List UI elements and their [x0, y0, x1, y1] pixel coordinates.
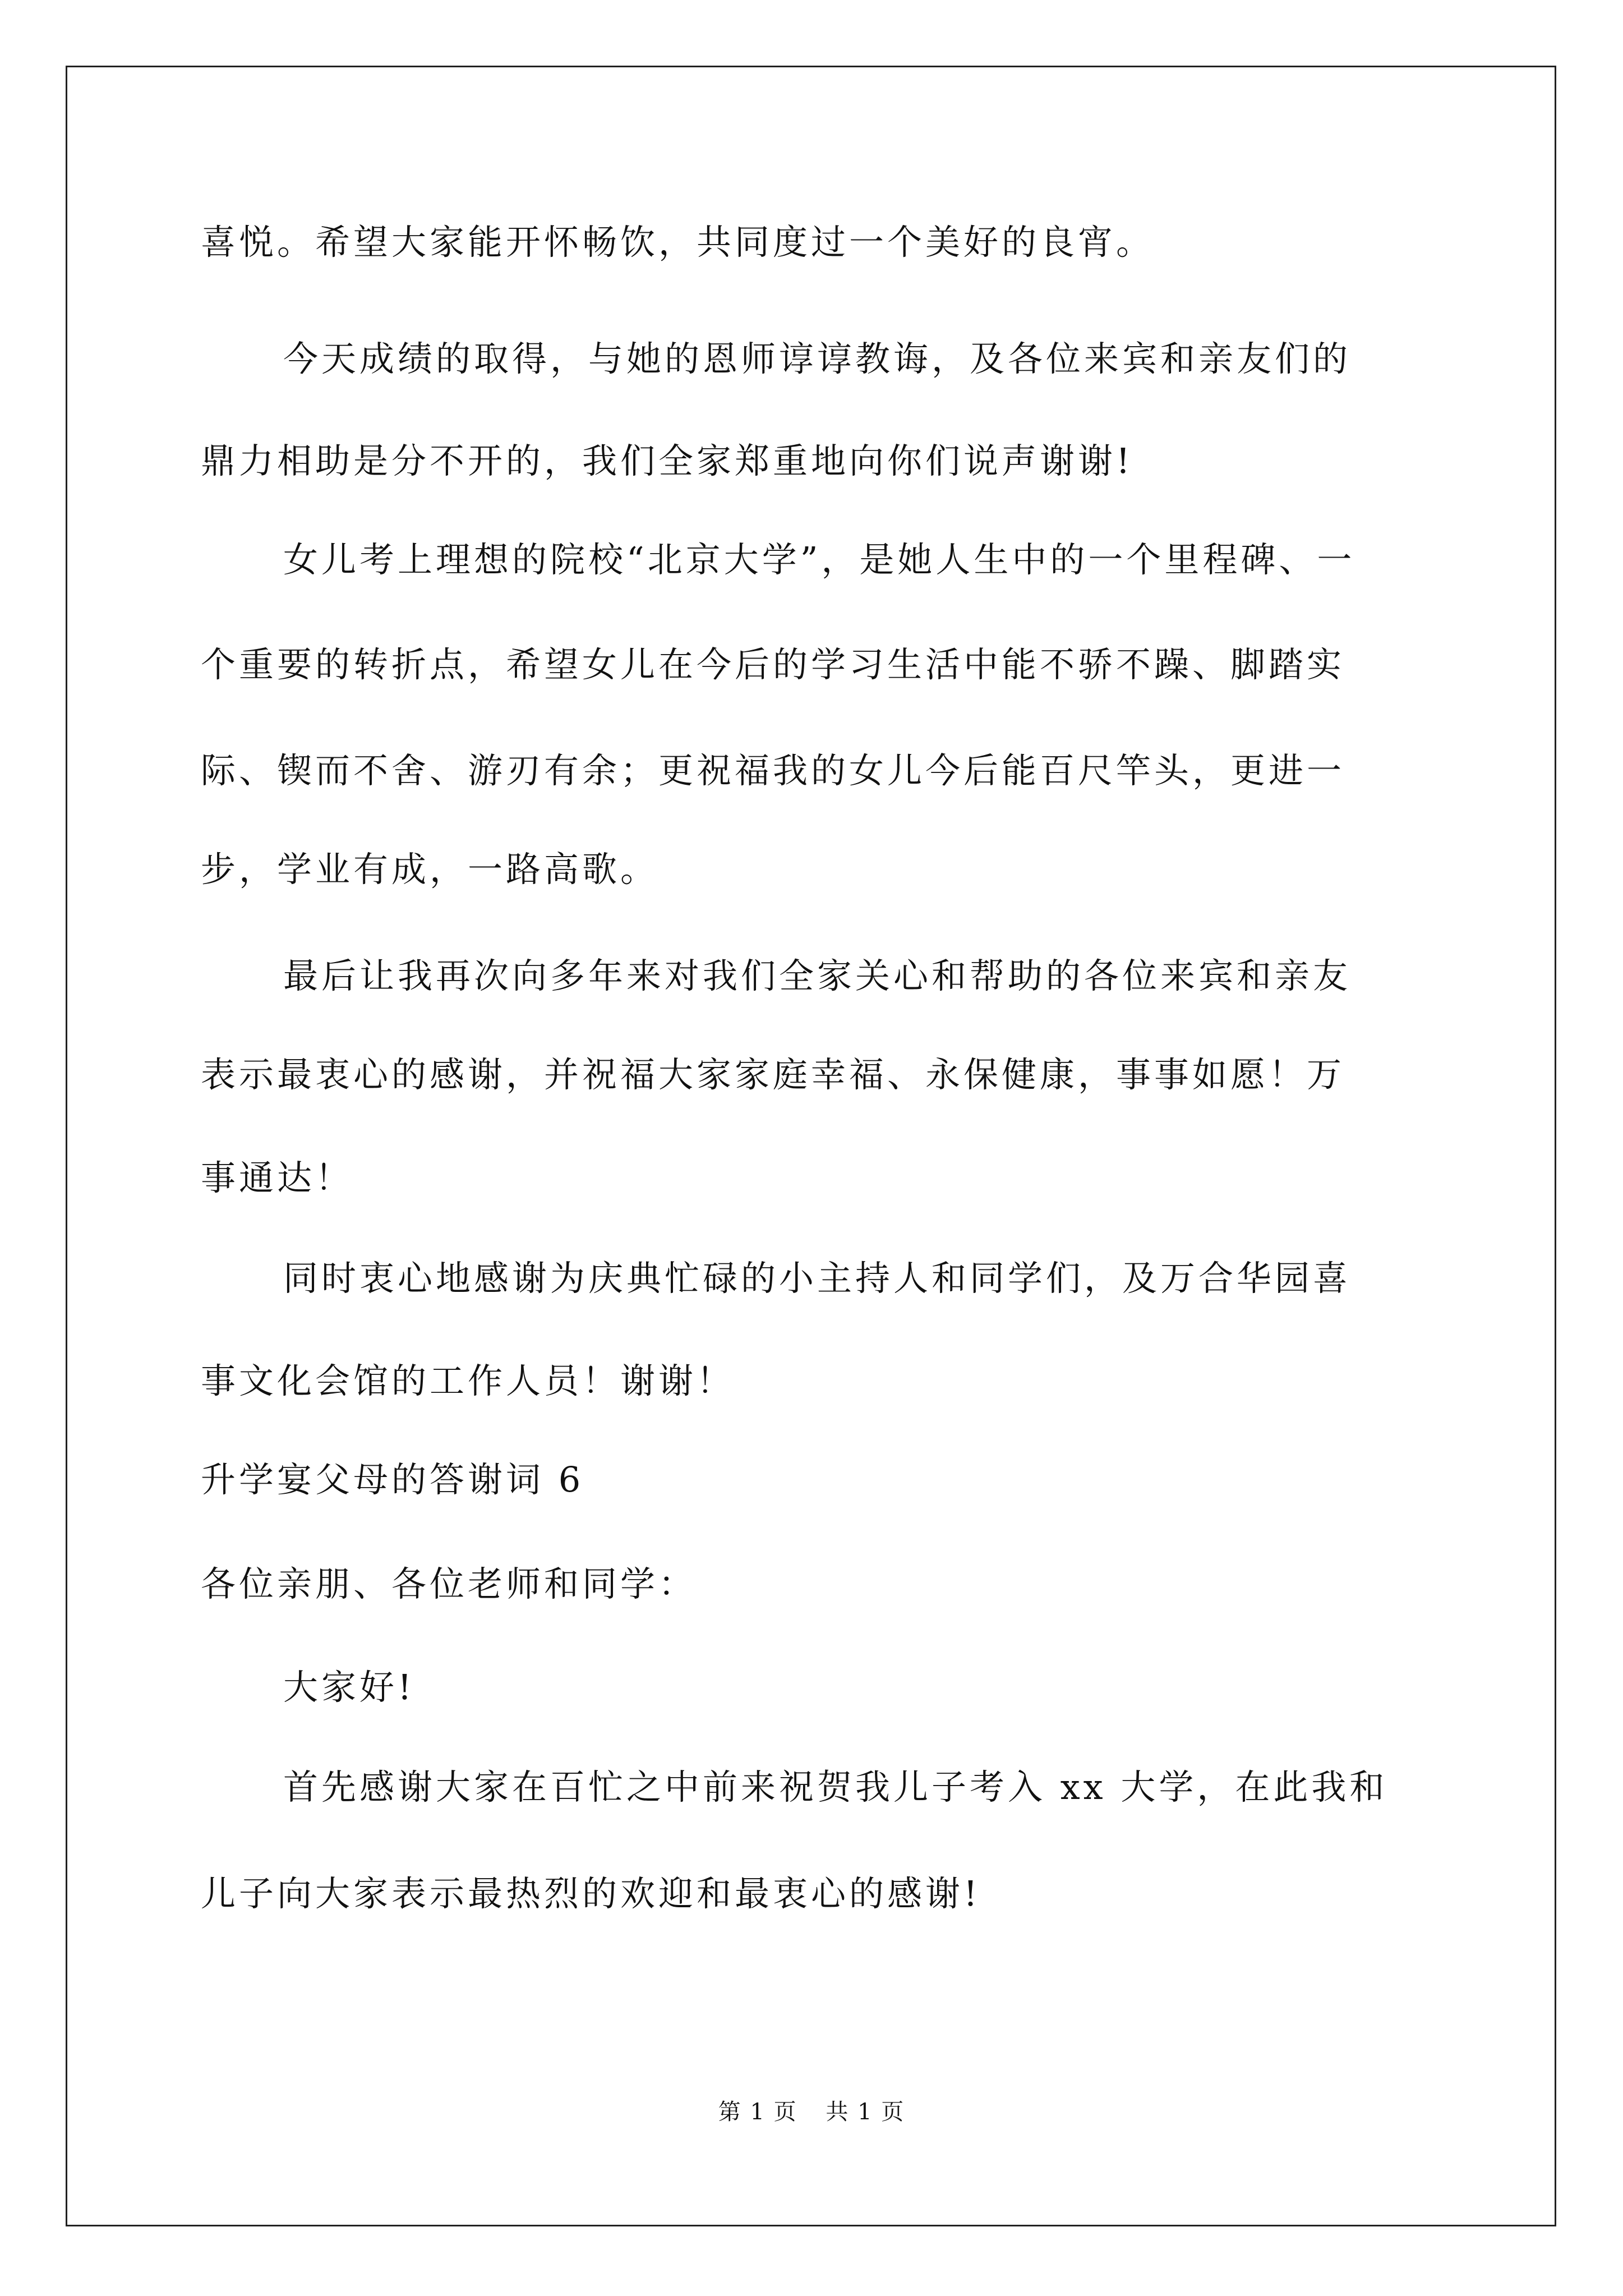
text-line: 表示最衷心的感谢，并祝福大家家庭幸福、永保健康，事事如愿！万 — [201, 1054, 1345, 1095]
text-line: 事文化会馆的工作人员！谢谢！ — [201, 1360, 735, 1401]
section-heading: 升学宴父母的答谢词 6 — [201, 1459, 584, 1500]
text-line: 步，学业有成，一路高歌。 — [201, 849, 659, 890]
page-number-total: 共 1 页 — [826, 2099, 905, 2125]
text-line: 喜悦。希望大家能开怀畅饮，共同度过一个美好的良宵。 — [201, 222, 1155, 263]
paragraph-first-line: 同时衷心地感谢为庆典忙碌的小主持人和同学们，及万合华园喜 — [283, 1258, 1352, 1299]
text-line: 际、锲而不舍、游刃有余；更祝福我的女儿今后能百尺竿头，更进一 — [201, 750, 1345, 791]
text-line: 儿子向大家表示最热烈的欢迎和最衷心的感谢! — [201, 1873, 981, 1914]
text-line: 鼎力相助是分不开的，我们全家郑重地向你们说声谢谢! — [201, 440, 1133, 481]
paragraph-first-line: 今天成绩的取得，与她的恩师谆谆教诲，及各位来宾和亲友们的 — [283, 338, 1352, 379]
page-footer — [0, 2098, 1623, 2126]
text-line: 个重要的转折点，希望女儿在今后的学习生活中能不骄不躁、脚踏实 — [201, 644, 1345, 685]
paragraph-first-line: 女儿考上理想的院校“北京大学”，是她人生中的一个里程碑、一 — [283, 539, 1355, 580]
greeting: 大家好! — [283, 1667, 415, 1708]
page-number-current: 第 1 页 — [718, 2099, 797, 2125]
salutation: 各位亲朋、各位老师和同学： — [201, 1563, 697, 1604]
text-line: 事通达！ — [201, 1157, 354, 1198]
paragraph-first-line: 首先感谢大家在百忙之中前来祝贺我儿子考入 xx 大学，在此我和 — [283, 1766, 1388, 1807]
paragraph-first-line: 最后让我再次向多年来对我们全家关心和帮助的各位来宾和亲友 — [283, 955, 1352, 996]
